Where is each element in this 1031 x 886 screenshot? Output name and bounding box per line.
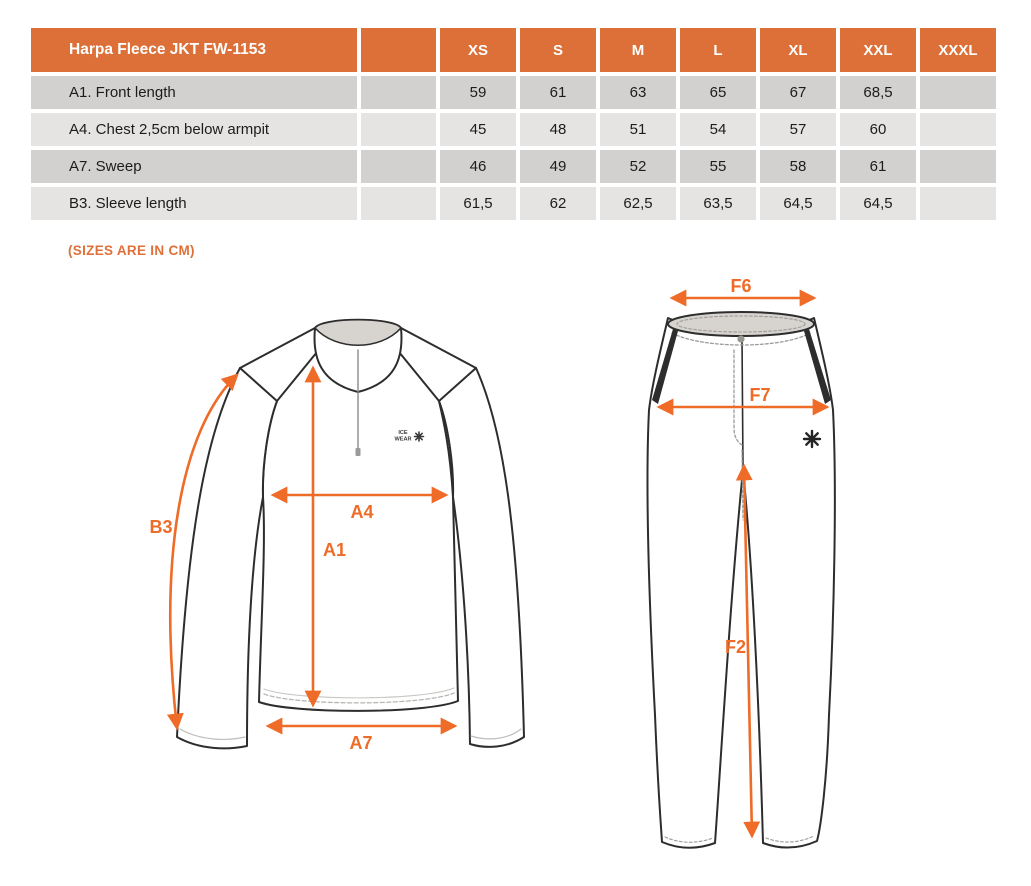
size-header-m: M [600, 28, 676, 72]
jacket-logo-snowflake-icon [415, 432, 424, 441]
product-title-cell: Harpa Fleece JKT FW-1153 [31, 28, 357, 72]
value-cell: 49 [520, 150, 596, 183]
value-cell [920, 187, 996, 220]
row-label: A1. Front length [31, 76, 357, 109]
value-cell: 54 [680, 113, 756, 146]
value-cell: 64,5 [760, 187, 836, 220]
value-cell: 61 [520, 76, 596, 109]
size-header-xl: XL [760, 28, 836, 72]
value-cell: 63,5 [680, 187, 756, 220]
table-header-row [31, 28, 996, 72]
value-cell: 59 [440, 76, 516, 109]
label-f7: F7 [749, 385, 771, 405]
table-row-sweep [31, 150, 996, 183]
value-cell: 67 [760, 76, 836, 109]
value-cell: 58 [760, 150, 836, 183]
header-spacer-cell [361, 28, 436, 72]
table-row-chest [31, 113, 996, 146]
row-label: A7. Sweep [31, 150, 357, 183]
row-spacer-cell [361, 150, 436, 183]
value-cell: 45 [440, 113, 516, 146]
label-a4: A4 [350, 502, 374, 522]
row-spacer-cell [361, 113, 436, 146]
fly-center-line [742, 338, 743, 468]
table-row-sleeve-length [31, 187, 996, 220]
value-cell: 55 [680, 150, 756, 183]
size-header-xxxl: XXXL [920, 28, 996, 72]
jacket-logo-text-wear: WEAR [394, 436, 412, 443]
waist-button [737, 335, 744, 342]
value-cell: 52 [600, 150, 676, 183]
label-a7: A7 [349, 733, 373, 753]
value-cell [920, 150, 996, 183]
table-row-front-length [31, 76, 996, 109]
value-cell [920, 113, 996, 146]
row-spacer-cell [361, 187, 436, 220]
label-b3: B3 [149, 517, 173, 537]
size-header-xs: XS [440, 28, 516, 72]
size-header-l: L [680, 28, 756, 72]
value-cell: 63 [600, 76, 676, 109]
value-cell: 57 [760, 113, 836, 146]
garment-measurement-diagram [0, 270, 1031, 886]
value-cell: 48 [520, 113, 596, 146]
pants-snowflake-icon [804, 431, 820, 447]
value-cell: 61,5 [440, 187, 516, 220]
value-cell: 61 [840, 150, 916, 183]
value-cell: 46 [440, 150, 516, 183]
size-table [27, 24, 1000, 224]
label-f6: F6 [730, 276, 752, 296]
pants-drawing [648, 312, 835, 848]
value-cell: 65 [680, 76, 756, 109]
value-cell: 62,5 [600, 187, 676, 220]
size-header-xxl: XXL [840, 28, 916, 72]
row-label: B3. Sleeve length [31, 187, 357, 220]
value-cell: 62 [520, 187, 596, 220]
zipper-pull [356, 448, 361, 456]
sizes-unit-note: (SIZES ARE IN CM) [68, 243, 195, 258]
size-header-s: S [520, 28, 596, 72]
value-cell [920, 76, 996, 109]
pants-silhouette [648, 318, 835, 848]
value-cell: 51 [600, 113, 676, 146]
label-a1: A1 [323, 540, 347, 560]
shoulder-seam-left [240, 328, 315, 368]
value-cell: 60 [840, 113, 916, 146]
row-spacer-cell [361, 76, 436, 109]
row-label: A4. Chest 2,5cm below armpit [31, 113, 357, 146]
label-f2: F2 [724, 637, 746, 657]
jacket-logo-text-ice: ICE [398, 430, 408, 436]
value-cell: 68,5 [840, 76, 916, 109]
value-cell: 64,5 [840, 187, 916, 220]
shoulder-seam-right [401, 328, 476, 368]
